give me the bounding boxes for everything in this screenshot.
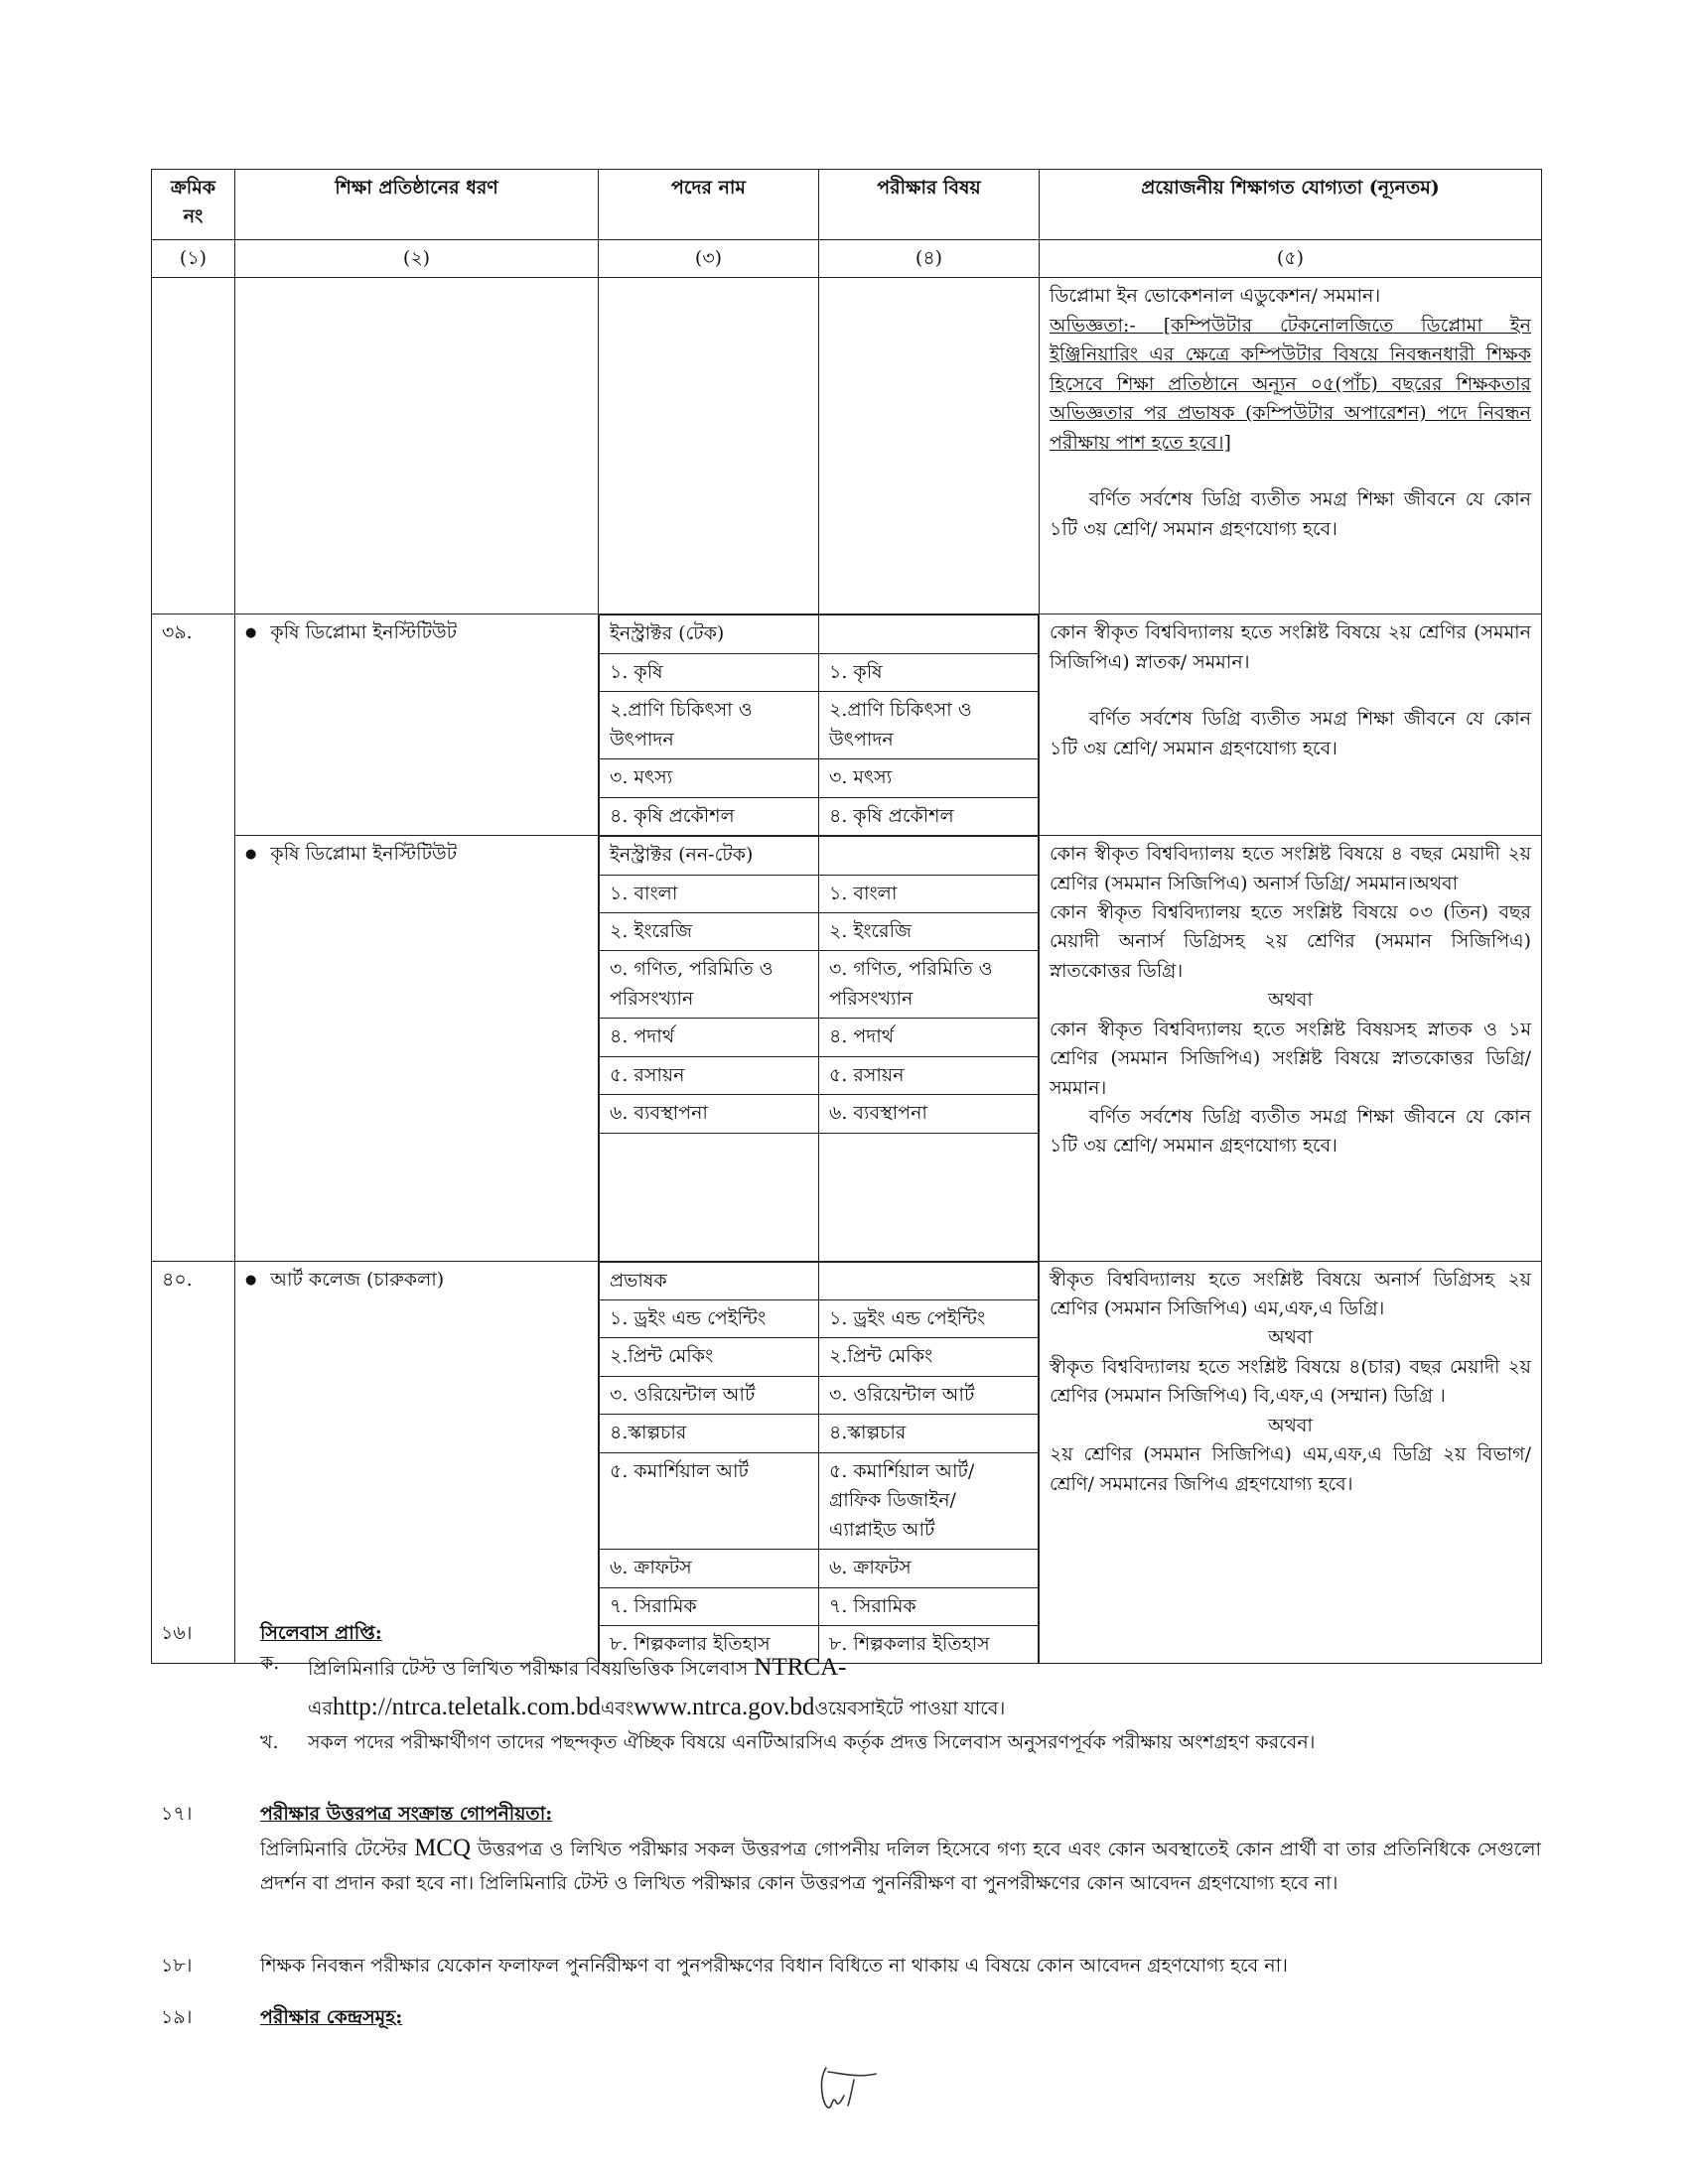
- header-exam-subject: পরীক্ষার বিষয়: [819, 170, 1040, 240]
- item-text: ওয়েবসাইটে পাওয়া যাবে।: [814, 1698, 1006, 1720]
- subject-item: ৮. শিল্পকলার ইতিহাস: [819, 1625, 1039, 1663]
- column-number: (৫): [1040, 240, 1542, 278]
- post-title: প্রভাষক: [600, 1262, 819, 1299]
- table-row-39-nontech: [152, 836, 1542, 1262]
- post-subject-list: [599, 614, 1039, 835]
- column-number: (২): [235, 240, 599, 278]
- subject-item: ৩. গণিত, পরিমিতি ও পরিসংখ্যান: [819, 951, 1039, 1019]
- list-item: [260, 1648, 1541, 1727]
- teletalk-link[interactable]: http://ntrca.teletalk.com.bd: [332, 1694, 601, 1721]
- qualification-text: ডিপ্লোমা ইন ভোকেশনাল এডুকেশন/ সমমান।: [1050, 285, 1381, 308]
- post-item: ৪. পদার্থ: [600, 1019, 819, 1056]
- post-item: ৩. গণিত, পরিমিতি ও পরিসংখ্যান: [600, 951, 819, 1019]
- item-text: এর: [308, 1698, 333, 1720]
- post-item: ২.প্রিন্ট মেকিং: [600, 1338, 819, 1376]
- section-text-part: উত্তরপত্র ও লিখিত পরীক্ষার সকল উত্তরপত্র গোপনীয় দলিল হিসেবে গণ্য হবে এবং কোন অবস্থাতেই কোন প্রার্থী বা তার প্রতিনিধিকে সেগুলো প্রদর্শন বা প্রদান করা হবে না। প্রিলিমিনারি টেস্ট ও লিখিত পরীক্ষার কোন উত্তরপত্র পুনর্নিরীক্ষণ বা পুনপরীক্ষণের কোন আবেদন গ্রহণযোগ্য হবে না।: [260, 1839, 1542, 1895]
- column-number: (১): [152, 240, 235, 278]
- post-item: ৫. কমার্শিয়াল আর্ট: [600, 1452, 819, 1549]
- item-key: ক.: [260, 1652, 280, 1675]
- institution-name: ● আর্ট কলেজ (চারুকলা): [245, 1269, 444, 1291]
- post-item: ১. ড্রইং এন্ড পেইন্টিং: [600, 1300, 819, 1338]
- qualification-cell: [1040, 1261, 1542, 1664]
- item-key: খ.: [260, 1731, 279, 1754]
- post-subject-list: [599, 836, 1039, 1261]
- section-number: ১৯।: [161, 2006, 193, 2028]
- qualification-text: কোন স্বীকৃত বিশ্ববিদ্যালয় হতে সংশ্লিষ্ট বিষয়ে ৪ বছর মেয়াদী ২য় শ্রেণির (সমমান সিজিপিএ) অনার্স ডিগ্রি/ সমমান।অথবা: [1050, 843, 1531, 894]
- section-17: [161, 1799, 1541, 1899]
- subject-item: ২.প্রাণি চিকিৎসা ও উৎপাদন: [819, 692, 1039, 759]
- header-institution-type: শিক্ষা প্রতিষ্ঠানের ধরণ: [235, 170, 599, 240]
- subject-item: ৬. ক্রাফটস: [819, 1550, 1039, 1587]
- item-text: সকল পদের পরীক্ষার্থীগণ তাদের পছন্দকৃত ঐচ্ছিক বিষয়ে এনটিআরসিএ কর্তৃক প্রদত্ত সিলেবাস অনুসরণপূর্বক পরীক্ষায় অংশগ্রহণ করবেন।: [308, 1731, 1316, 1754]
- subject-item: ৩. মৎস্য: [819, 759, 1039, 797]
- table-header-row: [152, 170, 1542, 240]
- table-row-40: [152, 1261, 1542, 1664]
- subject-item: ৪. কৃষি প্রকৌশল: [819, 797, 1039, 835]
- mcq-text: MCQ: [414, 1835, 472, 1862]
- qualification-text: কোন স্বীকৃত বিশ্ববিদ্যালয় হতে সংশ্লিষ্ট বিষয়সহ স্নাতক ও ১ম শ্রেণির (সমমান সিজিপিএ) সংশ্লিষ্ট বিষয়ে স্নাতকোত্তর ডিগ্রি/ সমমান।: [1050, 1018, 1531, 1099]
- section-text-part: প্রিলিমিনারি টেস্টের: [260, 1839, 408, 1861]
- qualification-text: কোন স্বীকৃত বিশ্ববিদ্যালয় হতে সংশ্লিষ্ট বিষয়ে ২য় শ্রেণির (সমমান সিজিপিএ) স্নাতক/ সমমান।: [1050, 621, 1531, 673]
- experience-text: অভিজ্ঞতা:- [কম্পিউটার টেকনোলজিতে ডিপ্লোমা ইন ইঞ্জিনিয়ারিং এর ক্ষেত্রে কম্পিউটার বিষয়ে নিবন্ধনধারী শিক্ষক হিসেবে শিক্ষা প্রতিষ্ঠানে অন্যূন ০৫(পাঁচ) বছরের শিক্ষকতার অভিজ্ঞতার পর প্রভাষক (কম্পিউটার অপারেশন) পদে নিবন্ধন পরীক্ষায় পাশ হতে হবে।]: [1050, 314, 1531, 454]
- qualification-cell: [1040, 836, 1542, 1262]
- column-number: (৩): [599, 240, 819, 278]
- post-item: ২. ইংরেজি: [600, 912, 819, 950]
- post-item: ৭. সিরামিক: [600, 1587, 819, 1625]
- post-subject-cell: [599, 614, 1040, 836]
- post-item: ৬. ব্যবস্থাপনা: [600, 1095, 819, 1133]
- post-item: ১. বাংলা: [600, 875, 819, 912]
- or-text: অথবা: [1268, 1414, 1313, 1436]
- subject-item: ১. কৃষি: [819, 653, 1039, 691]
- qualification-text: স্বীকৃত বিশ্ববিদ্যালয় হতে সংশ্লিষ্ট বিষয়ে অনার্স ডিগ্রিসহ ২য় শ্রেণির (সমমান সিজিপিএ) এম,এফ,এ ডিগ্রি।: [1050, 1268, 1531, 1319]
- or-text: অথবা: [1268, 989, 1313, 1012]
- section-title: পরীক্ষার উত্তরপত্র সংক্রান্ত গোপনীয়তা:: [260, 1803, 553, 1825]
- post-item: ৩. মৎস্য: [600, 759, 819, 797]
- post-subject-cell: [599, 1261, 1040, 1664]
- post-title: ইনস্ট্রাক্টর (নন-টেক): [600, 837, 819, 875]
- post-item: ৮. শিল্পকলার ইতিহাস: [600, 1625, 819, 1663]
- subject-item: ৩. ওরিয়েন্টাল আর্ট: [819, 1376, 1039, 1414]
- list-item: [260, 1727, 1541, 1757]
- section-text: [260, 1829, 1541, 1898]
- subject-item: ৪.স্কাল্পচার: [819, 1415, 1039, 1452]
- subject-item: ২. ইংরেজি: [819, 912, 1039, 950]
- subject-item: ৬. ব্যবস্থাপনা: [819, 1095, 1039, 1133]
- subject-item: ৫. রসায়ন: [819, 1056, 1039, 1094]
- institution-name: ● কৃষি ডিপ্লোমা ইনস্টিটিউট: [245, 843, 457, 865]
- signature-mark: [814, 2060, 884, 2119]
- qualification-text: স্বীকৃত বিশ্ববিদ্যালয় হতে সংশ্লিষ্ট বিষয়ে ৪(চার) বছর মেয়াদী ২য় শ্রেণির (সমমান সিজিপিএ) বি,এফ,এ (সম্মান) ডিগ্রি ।: [1050, 1355, 1531, 1408]
- item-text: প্রিলিমিনারি টেস্ট ও লিখিত পরীক্ষার বিষয়ভিত্তিক সিলেবাস: [308, 1658, 749, 1681]
- section-number: ১৮।: [161, 1955, 193, 1977]
- note-text: বর্ণিত সর্বশেষ ডিগ্রি ব্যতীত সমগ্র শিক্ষা জীবনে যে কোন ১টি ৩য় শ্রেণি/ সমমান গ্রহণযোগ্য হবে।: [1050, 488, 1531, 540]
- post-item: ৫. রসায়ন: [600, 1056, 819, 1094]
- ntrca-text: NTRCA-: [754, 1654, 847, 1682]
- subject-item: ৪. পদার্থ: [819, 1019, 1039, 1056]
- qualification-cell: [1040, 614, 1542, 836]
- section-18: [161, 1951, 1541, 1980]
- section-number: ১৬।: [161, 1622, 193, 1644]
- institution-name: ● কৃষি ডিপ্লোমা ইনস্টিটিউট: [245, 621, 457, 643]
- header-post-name: পদের নাম: [599, 170, 819, 240]
- table-row-continuation: [152, 278, 1542, 614]
- post-subject-cell: [599, 836, 1040, 1262]
- qualification-text: ২য় শ্রেণির (সমমান সিজিপিএ) এম,এফ,এ ডিগ্রি ২য় বিভাগ/ শ্রেণি/ সমমানের জিপিএ গ্রহণযোগ্য হবে।: [1050, 1443, 1531, 1495]
- post-item: ২.প্রাণি চিকিৎসা ও উৎপাদন: [600, 692, 819, 759]
- qualification-text: কোন স্বীকৃত বিশ্ববিদ্যালয় হতে সংশ্লিষ্ট বিষয়ে ০৩ (তিন) বছর মেয়াদী অনার্স ডিগ্রিসহ ২য় শ্রেণির (সমমান সিজিপিএ) স্নাতকোত্তর ডিগ্রি।: [1050, 900, 1531, 982]
- section-19: [161, 2002, 1541, 2032]
- column-number-row: [152, 240, 1542, 278]
- note-text: বর্ণিত সর্বশেষ ডিগ্রি ব্যতীত সমগ্র শিক্ষা জীবনে যে কোন ১টি ৩য় শ্রেণি/ সমমান গ্রহণযোগ্য হবে।: [1050, 1106, 1531, 1158]
- ntrca-link[interactable]: www.ntrca.gov.bd: [633, 1694, 815, 1721]
- header-qualification: প্রয়োজনীয় শিক্ষাগত যোগ্যতা (ন্যূনতম): [1040, 170, 1542, 240]
- table-row-39-tech: [152, 614, 1542, 836]
- subject-item: ২.প্রিন্ট মেকিং: [819, 1338, 1039, 1376]
- section-text: শিক্ষক নিবন্ধন পরীক্ষার যেকোন ফলাফল পুনর্নিরীক্ষণ বা পুনপরীক্ষণের বিধান বিধিতে না থাকায় এ বিষয়ে কোন আবেদন গ্রহণযোগ্য হবে না।: [260, 1955, 1288, 1977]
- subject-item: ৭. সিরামিক: [819, 1587, 1039, 1625]
- post-item: ৩. ওরিয়েন্টাল আর্ট: [600, 1376, 819, 1414]
- or-text: অথবা: [1268, 1326, 1313, 1349]
- section-title: সিলেবাস প্রাপ্তি:: [260, 1622, 382, 1644]
- subject-item: ১. বাংলা: [819, 875, 1039, 912]
- serial-number: ৩৯.: [152, 614, 235, 1261]
- header-serial: ক্রমিক নং: [152, 170, 235, 240]
- subject-item: ৫. কমার্শিয়াল আর্ট/ গ্রাফিক ডিজাইন/ এ্যাপ্লাইড আর্ট: [819, 1452, 1039, 1549]
- post-item: ৪. কৃষি প্রকৌশল: [600, 797, 819, 835]
- post-item: ১. কৃষি: [600, 653, 819, 691]
- section-title: পরীক্ষার কেন্দ্রসমূহ:: [260, 2006, 403, 2028]
- section-number: ১৭।: [161, 1803, 193, 1825]
- qualification-table: [151, 169, 1542, 1664]
- post-subject-list: [599, 1262, 1039, 1664]
- serial-number: ৪০.: [152, 1261, 235, 1664]
- post-title: ইনস্ট্রাক্টর (টেক): [600, 615, 819, 653]
- note-text: বর্ণিত সর্বশেষ ডিগ্রি ব্যতীত সমগ্র শিক্ষা জীবনে যে কোন ১টি ৩য় শ্রেণি/ সমমান গ্রহণযোগ্য হবে।: [1050, 708, 1531, 759]
- subject-item: ১. ড্রইং এন্ড পেইন্টিং: [819, 1300, 1039, 1338]
- qualification-cell: [1040, 278, 1542, 614]
- item-text: এবং: [600, 1698, 634, 1720]
- post-item: ৬. ক্রাফটস: [600, 1550, 819, 1587]
- column-number: (৪): [819, 240, 1040, 278]
- post-item: ৪.স্কাল্পচার: [600, 1415, 819, 1452]
- section-16: [161, 1618, 1541, 1758]
